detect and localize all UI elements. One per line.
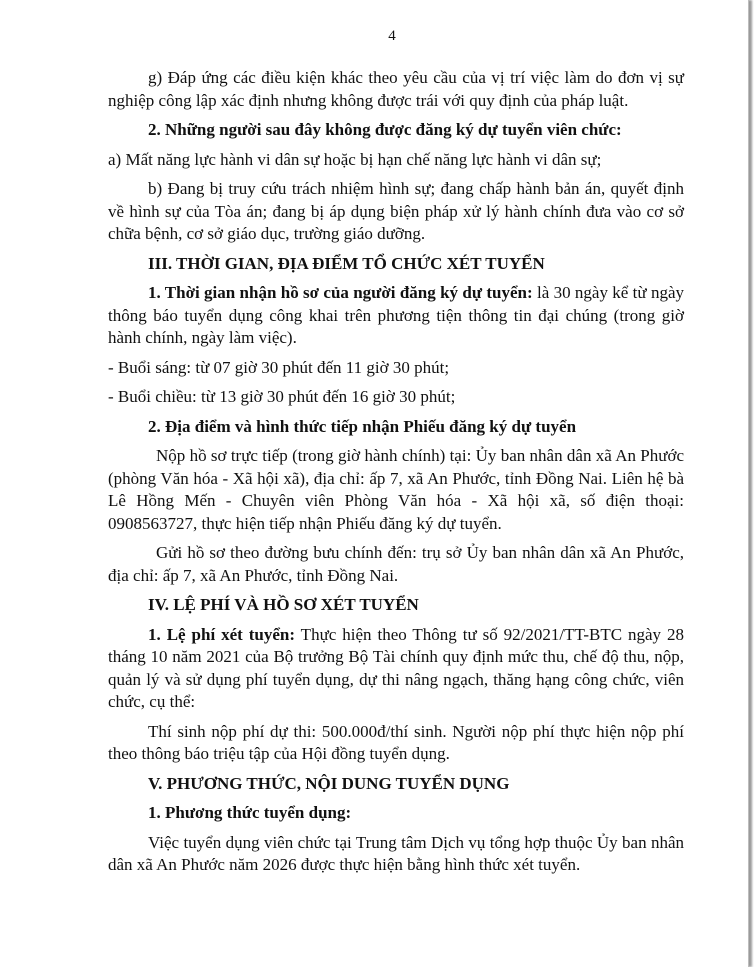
paragraph-condition-g: g) Đáp ứng các điều kiện khác theo yêu cầu của vị trí việc làm do đơn vị sự nghiệp công lập xác định nhưng không được trái với quy định của pháp luật. xyxy=(108,68,684,110)
paragraph-fee xyxy=(108,624,684,714)
section-heading-iv: IV. LỆ PHÍ VÀ HỒ SƠ XÉT TUYỂN xyxy=(148,595,419,614)
application-time-text: là 30 ngày kể từ ngày thông báo tuyển dụng công khai trên phương tiện thông tin đại chúng (trong giờ hành chính, ngày làm việc). xyxy=(108,283,684,347)
heading-recruitment-method: 1. Phương thức tuyển dụng: xyxy=(148,803,352,822)
paragraph-recruitment-method: Việc tuyển dụng viên chức tại Trung tâm Dịch vụ tổng hợp thuộc Ủy ban nhân dân xã An Phước năm 2026 được thực hiện bằng hình thức xét tuyển. xyxy=(108,832,684,874)
paragraph-morning-hours: - Buổi sáng: từ 07 giờ 30 phút đến 11 giờ 30 phút; xyxy=(108,357,450,377)
page-number: 4 xyxy=(388,28,396,44)
fee-text: Thực hiện theo Thông tư số 92/2021/TT-BTC ngày 28 tháng 10 năm 2021 của Bộ trưởng Bộ Tài chính quy định mức thu, chế độ thu, nộp, quản lý và sử dụng phí tuyển dụng, dự thi nâng ngạch, thăng hạng công chức, viên chức, cụ thể: xyxy=(108,624,684,711)
paragraph-postal-submission: Gửi hồ sơ theo đường bưu chính đến: trụ sở Ủy ban nhân dân xã An Phước, địa chỉ: ấp 7, xã An Phước, tỉnh Đồng Nai. xyxy=(108,543,684,585)
paragraph-application-time xyxy=(108,282,684,350)
heading-location-method: 2. Địa điểm và hình thức tiếp nhận Phiếu đăng ký dự tuyển xyxy=(148,416,577,436)
section-heading-iii: III. THỜI GIAN, ĐỊA ĐIỂM TỔ CHỨC XÉT TUYỂN xyxy=(148,253,545,273)
heading-ineligible-persons: 2. Những người sau đây không được đăng ký dự tuyển viên chức: xyxy=(148,120,622,139)
paragraph-direct-submission: Nộp hồ sơ trực tiếp (trong giờ hành chính) tại: Ủy ban nhân dân xã An Phước (phòng Văn hóa - Xã hội xã), địa chỉ: ấp 7, xã An Phước, tỉnh Đồng Nai. Liên hệ bà Lê Hồng Mến - Chuyên viên Phòng Văn hóa - Xã hội xã, số điện thoại: 0908563727, thực hiện tiếp nhận Phiếu đăng ký dự tuyển. xyxy=(108,446,684,533)
paragraph-condition-b: b) Đang bị truy cứu trách nhiệm hình sự; đang chấp hành bản án, quyết định về hình sự của Tòa án; đang bị áp dụng biện pháp xử lý hành chính đưa vào cơ sở chữa bệnh, cơ sở giáo dục, trường giáo dưỡng. xyxy=(108,179,684,243)
fee-label: 1. Lệ phí xét tuyển: xyxy=(148,624,296,644)
document-body xyxy=(108,67,684,884)
section-heading-v: V. PHƯƠNG THỨC, NỘI DUNG TUYỂN DỤNG xyxy=(148,773,510,793)
paragraph-fee-amount: Thí sinh nộp phí dự thi: 500.000đ/thí sinh. Người nộp phí thực hiện nộp phí theo thông báo triệu tập của Hội đồng tuyển dụng. xyxy=(108,721,684,763)
application-time-label: 1. Thời gian nhận hồ sơ của người đăng ký dự tuyển: xyxy=(148,283,533,302)
paragraph-afternoon-hours: - Buổi chiều: từ 13 giờ 30 phút đến 16 giờ 30 phút; xyxy=(108,387,456,406)
paragraph-condition-a: a) Mất năng lực hành vi dân sự hoặc bị hạn chế năng lực hành vi dân sự; xyxy=(108,149,602,169)
